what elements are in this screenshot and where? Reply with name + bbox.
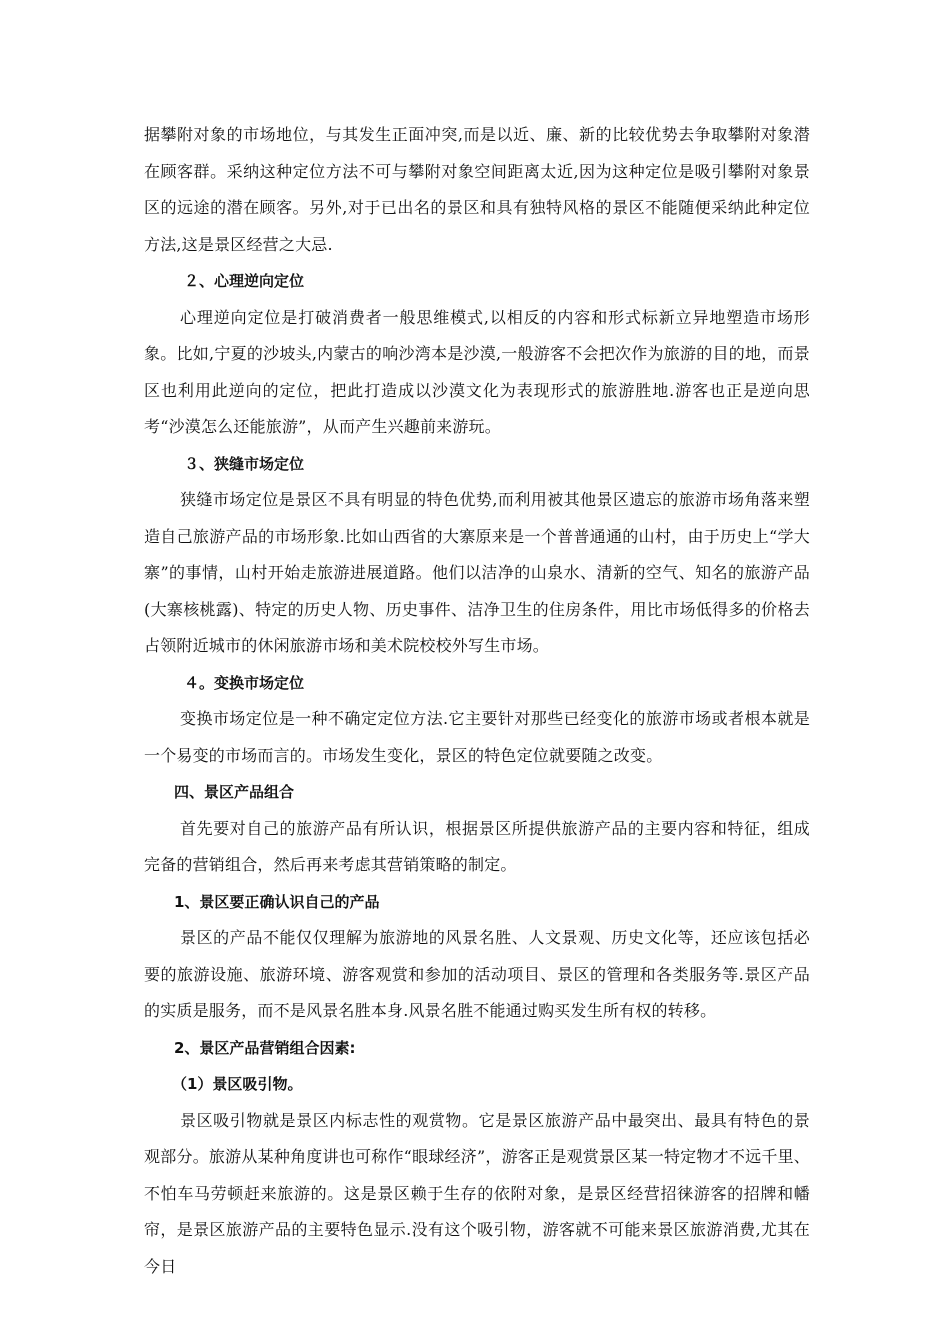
paragraph-product-combination: 首先要对自己的旅游产品有所认识，根据景区所提供旅游产品的主要内容和特征，组成完备的营销组合，然后再来考虑其营销策略的制定。 [144, 818, 810, 874]
heading-niche-market-positioning: ３、狭缝市场定位 [184, 454, 305, 473]
paragraph-continuation: 据攀附对象的市场地位，与其发生正面冲突,而是以近、廉、新的比较优势去争取攀附对象潜在顾客群。采纳这种定位方法不可与攀附对象空间距离太近,因为这种定位是吸引攀附对象景区的远途的潜在顾客。另外,对于已出名的景区和具有独特风格的景区不能随便采纳此种定位方法,这是景区经营之大忌. [144, 125, 810, 254]
heading-recognize-products: 1、景区要正确认识自己的产品 [174, 892, 380, 911]
heading-attractions: （1）景区吸引物。 [172, 1075, 303, 1093]
heading-product-combination: 四、景区产品组合 [174, 783, 295, 801]
heading-psychological-reverse-positioning: ２、心理逆向定位 [184, 272, 305, 290]
paragraph-psychological-reverse-positioning: 心理逆向定位是打破消费者一般思维模式,以相反的内容和形式标新立异地塑造市场形象。比如,宁夏的沙坡头,内蒙古的响沙湾本是沙漠,一般游客不会把次作为旅游的目的地，而景区也利用此逆向的定位，把此打造成以沙漠文化为表现形式的旅游胜地.游客也正是逆向思考“沙漠怎么还能旅游”，从而产生兴趣前来游玩。 [144, 307, 810, 436]
paragraph-recognize-products: 景区的产品不能仅仅理解为旅游地的风景名胜、人文景观、历史文化等，还应该包括必要的旅游设施、旅游环境、游客观赏和参加的活动项目、景区的管理和各类服务等.景区产品的实质是服务，而不是风景名胜本身.风景名胜不能通过购买发生所有权的转移。 [144, 928, 810, 1020]
heading-marketing-factors: 2、景区产品营销组合因素: [174, 1038, 356, 1057]
paragraph-changing-market-positioning: 变换市场定位是一种不确定定位方法.它主要针对那些已经变化的旅游市场或者根本就是一个易变的市场而言的。市场发生变化，景区的特色定位就要随之改变。 [144, 709, 810, 765]
paragraph-niche-market-positioning: 狭缝市场定位是景区不具有明显的特色优势,而利用被其他景区遗忘的旅游市场角落来塑造自己旅游产品的市场形象.比如山西省的大寨原来是一个普普通通的山村，由于历史上“学大寨”的事情，山村开始走旅游进展道路。他们以洁净的山泉水、清新的空气、知名的旅游产品(大寨核桃露)、特定的历史人物、历史事件、洁净卫生的住房条件，用比市场低得多的价格去占领附近城市的休闲旅游市场和美术院校校外写生市场。 [144, 490, 810, 655]
paragraph-attractions: 景区吸引物就是景区内标志性的观赏物。它是景区旅游产品中最突出、最具有特色的景观部分。旅游从某种角度讲也可称作“眼球经济”，游客正是观赏景区某一特定物才不远千里、不怕车马劳顿赶来旅游的。这是景区赖于生存的依附对象，是景区经营招徕游客的招牌和幡帘，是景区旅游产品的主要特色显示.没有这个吸引物，游客就不可能来景区旅游消费,尤其在今日 [144, 1110, 810, 1276]
heading-changing-market-positioning: ４。变换市场定位 [184, 673, 305, 692]
